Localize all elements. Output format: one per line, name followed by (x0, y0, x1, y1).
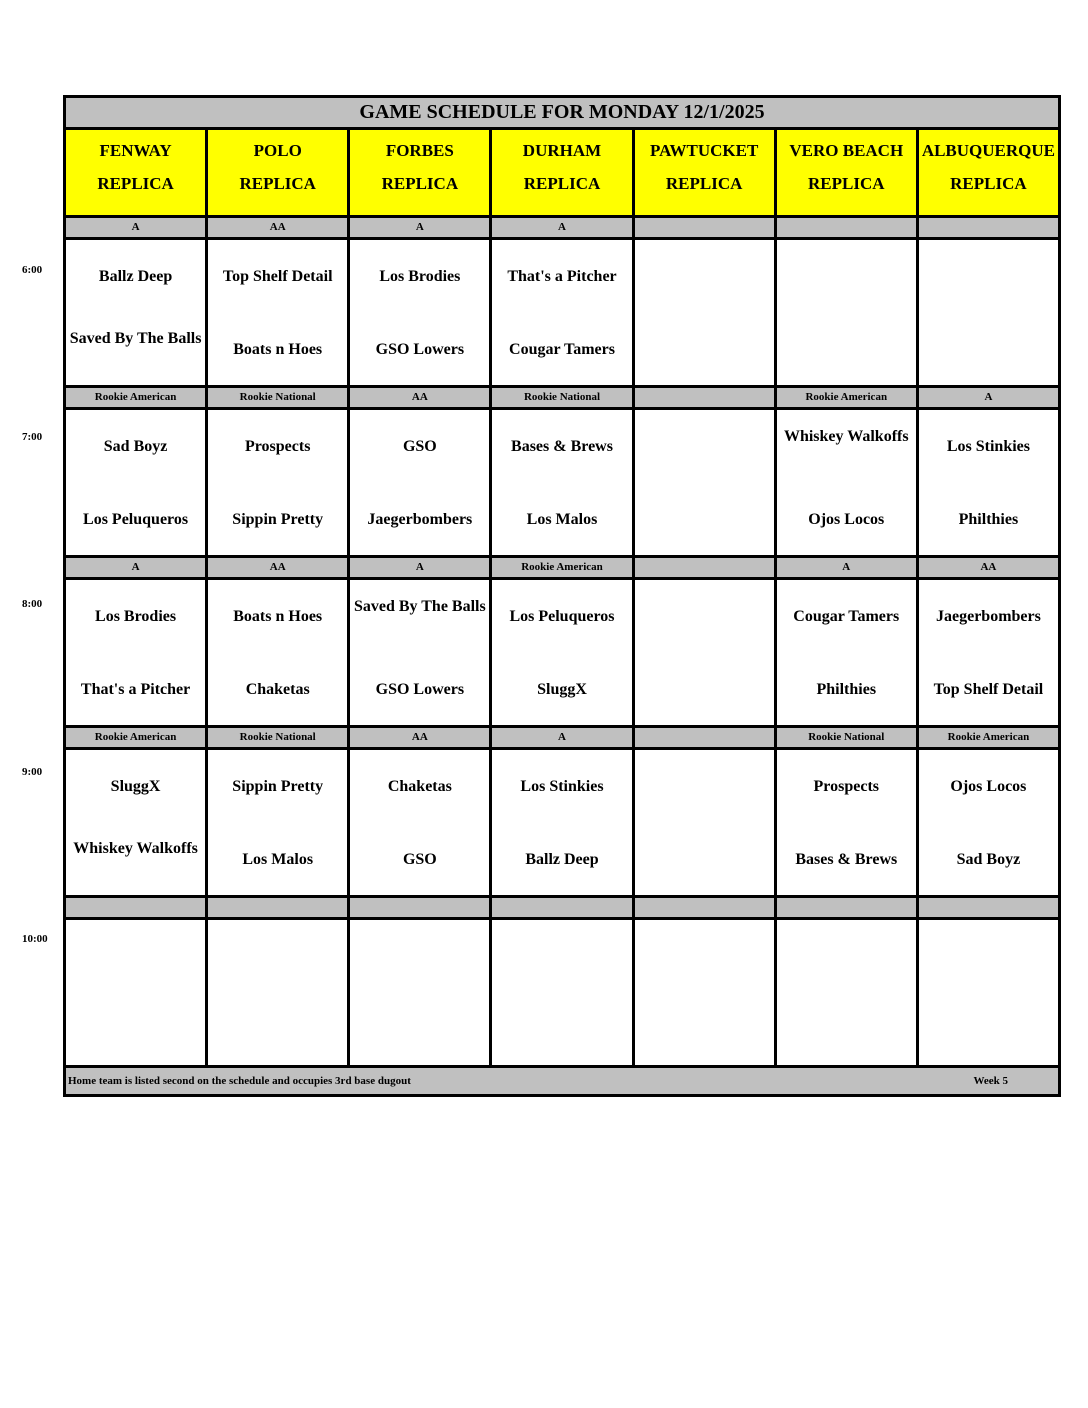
game-cell (919, 750, 1058, 895)
game-cell (635, 750, 777, 895)
game-cell (350, 920, 492, 1065)
division-label: Rookie National (777, 728, 919, 747)
away-team: Sippin Pretty (232, 778, 324, 795)
away-team: Ojos Locos (950, 778, 1027, 795)
game-cell (208, 410, 350, 555)
division-row (66, 218, 1058, 240)
division-label: A (492, 728, 634, 747)
game-cell (919, 580, 1058, 725)
game-cell (492, 920, 634, 1065)
away-team: Jaegerbombers (935, 608, 1041, 625)
home-team: Chaketas (245, 681, 310, 698)
division-label (635, 218, 777, 237)
division-label (777, 218, 919, 237)
division-label (208, 898, 350, 917)
home-team: Los Malos (242, 851, 314, 868)
division-label: A (350, 218, 492, 237)
division-row (66, 558, 1058, 580)
home-team: Whiskey Walkoffs (73, 840, 198, 857)
division-label (777, 898, 919, 917)
division-label: Rookie American (492, 558, 634, 577)
field-sub: REPLICA (523, 174, 601, 193)
game-cell (66, 580, 208, 725)
home-team: SluggX (537, 681, 587, 698)
division-label: Rookie American (777, 388, 919, 407)
division-label: Rookie National (492, 388, 634, 407)
home-team: Philthies (958, 511, 1019, 528)
field-sub: REPLICA (239, 174, 316, 193)
time-label-8: 8:00 (22, 598, 43, 610)
home-team: Sad Boyz (956, 851, 1021, 868)
field-sub: REPLICA (808, 174, 885, 193)
field-name: POLO (253, 141, 302, 160)
field-sub: REPLICA (97, 174, 174, 193)
division-label: Rookie National (208, 388, 350, 407)
division-row (66, 388, 1058, 410)
division-row (66, 728, 1058, 750)
division-label (635, 898, 777, 917)
game-cell (350, 750, 492, 895)
game-cell (208, 240, 350, 385)
game-cell (66, 240, 208, 385)
home-team: Top Shelf Detail (933, 681, 1044, 698)
game-cell (777, 580, 919, 725)
home-team: Philthies (816, 681, 877, 698)
division-label: Rookie National (208, 728, 350, 747)
division-label: A (66, 218, 208, 237)
field-name: FENWAY (99, 141, 172, 160)
division-label: A (350, 558, 492, 577)
field-name: DURHAM (522, 141, 602, 160)
division-label (635, 728, 777, 747)
home-team: GSO Lowers (375, 341, 465, 358)
field-name: VERO BEACH (789, 141, 904, 160)
home-team: That's a Pitcher (80, 681, 191, 698)
division-label: Rookie American (66, 388, 208, 407)
field-sub: REPLICA (950, 174, 1027, 193)
time-label-10: 10:00 (22, 933, 48, 945)
home-team-note: Home team is listed second on the schedule and occupies 3rd base dugout (68, 1075, 411, 1087)
away-team: Bases & Brews (511, 438, 613, 455)
division-label (66, 898, 208, 917)
away-team: Boats n Hoes (233, 608, 323, 625)
field-name: FORBES (385, 141, 454, 160)
field-sub: REPLICA (665, 174, 743, 193)
field-header (777, 130, 919, 215)
game-cell (350, 240, 492, 385)
game-cell (66, 410, 208, 555)
game-slot-row (66, 410, 1058, 558)
game-cell (919, 410, 1058, 555)
division-label: AA (208, 558, 350, 577)
home-team: Cougar Tamers (509, 341, 615, 358)
home-team: GSO (402, 851, 437, 868)
away-team: Los Brodies (95, 608, 177, 625)
game-slot-row (66, 750, 1058, 898)
away-team: Los Brodies (379, 268, 461, 285)
field-header (350, 130, 492, 215)
division-label: AA (919, 558, 1058, 577)
field-name: PAWTUCKET (649, 141, 759, 160)
game-cell (492, 240, 634, 385)
game-cell (208, 920, 350, 1065)
division-label: Rookie American (66, 728, 208, 747)
division-label (635, 558, 777, 577)
division-label (350, 898, 492, 917)
division-label: AA (350, 388, 492, 407)
division-label (492, 898, 634, 917)
game-slot-row (66, 240, 1058, 388)
home-team: GSO Lowers (375, 681, 465, 698)
field-header (635, 130, 777, 215)
game-cell (777, 750, 919, 895)
week-label: Week 5 (973, 1075, 1008, 1087)
away-team: Cougar Tamers (793, 608, 900, 625)
home-team: Ojos Locos (808, 511, 885, 528)
division-label: A (777, 558, 919, 577)
division-label (919, 218, 1058, 237)
away-team: Los Stinkies (520, 778, 604, 795)
away-team: That's a Pitcher (507, 268, 617, 285)
game-cell (919, 240, 1058, 385)
game-cell (777, 410, 919, 555)
game-cell (66, 750, 208, 895)
division-label: Rookie American (919, 728, 1058, 747)
game-cell (492, 580, 634, 725)
time-label-9: 9:00 (22, 766, 43, 778)
division-row (66, 898, 1058, 920)
game-slot-row (66, 920, 1058, 1068)
home-team: Boats n Hoes (233, 341, 323, 358)
schedule-footer (66, 1068, 1058, 1094)
game-cell (208, 580, 350, 725)
away-team: Ballz Deep (98, 268, 173, 285)
division-label: AA (208, 218, 350, 237)
schedule-table (63, 95, 1061, 1097)
away-team: Whiskey Walkoffs (783, 428, 909, 445)
home-team: Sippin Pretty (232, 511, 324, 528)
away-team: GSO (402, 438, 437, 455)
game-cell (66, 920, 208, 1065)
away-team: Sad Boyz (103, 438, 168, 455)
away-team: Prospects (813, 778, 879, 795)
field-header-row (66, 130, 1058, 218)
game-cell (777, 920, 919, 1065)
game-cell (350, 410, 492, 555)
game-cell (492, 410, 634, 555)
field-header (66, 130, 208, 215)
away-team: Chaketas (387, 778, 452, 795)
division-label: A (492, 218, 634, 237)
time-label-6: 6:00 (22, 264, 43, 276)
time-column (0, 0, 64, 1408)
division-label: A (919, 388, 1058, 407)
division-label (635, 388, 777, 407)
away-team: Top Shelf Detail (222, 268, 333, 285)
division-label: A (66, 558, 208, 577)
field-name: ALBUQUERQUE (921, 141, 1055, 160)
away-team: Saved By The Balls (353, 598, 486, 615)
field-sub: REPLICA (381, 174, 459, 193)
field-header (492, 130, 634, 215)
game-cell (777, 240, 919, 385)
field-header (208, 130, 350, 215)
home-team: Ballz Deep (525, 851, 599, 868)
field-header (919, 130, 1058, 215)
game-cell (350, 580, 492, 725)
home-team: Los Peluqueros (83, 511, 189, 528)
away-team: Los Peluqueros (509, 608, 615, 625)
game-cell (492, 750, 634, 895)
division-label: AA (350, 728, 492, 747)
game-cell (635, 240, 777, 385)
home-team: Los Malos (526, 511, 598, 528)
game-cell (208, 750, 350, 895)
time-label-7: 7:00 (22, 431, 43, 443)
schedule-title: GAME SCHEDULE FOR MONDAY 12/1/2025 (66, 98, 1058, 130)
game-cell (635, 580, 777, 725)
home-team: Jaegerbombers (367, 511, 473, 528)
home-team: Bases & Brews (795, 851, 898, 868)
game-slot-row (66, 580, 1058, 728)
division-label (919, 898, 1058, 917)
game-cell (635, 920, 777, 1065)
game-cell (919, 920, 1058, 1065)
away-team: SluggX (110, 778, 161, 795)
away-team: Los Stinkies (946, 438, 1030, 455)
away-team: Prospects (244, 438, 311, 455)
home-team: Saved By The Balls (69, 330, 202, 347)
game-cell (635, 410, 777, 555)
